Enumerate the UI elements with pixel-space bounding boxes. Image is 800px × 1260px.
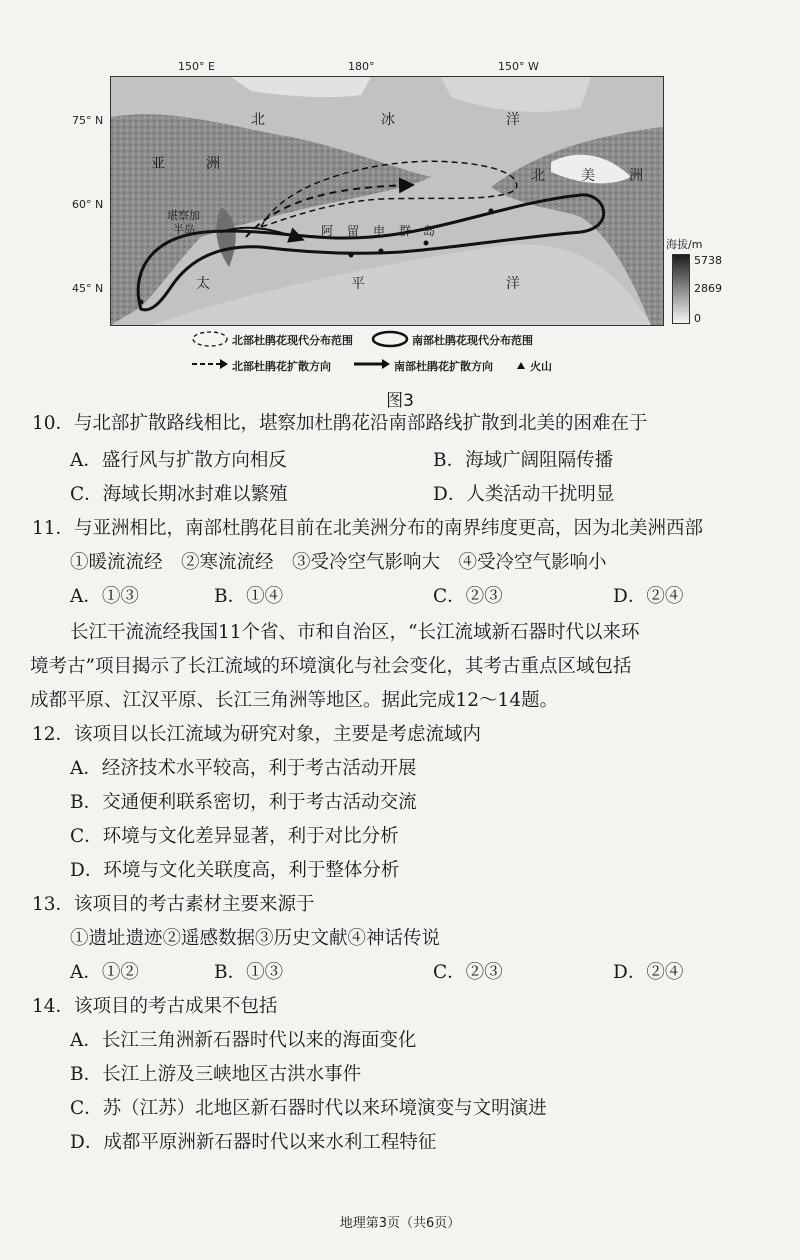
legend-solid-arrow-icon [352,358,392,370]
label-kamchatka-1: 堪察加 [167,209,200,222]
label-asia-1: 亚 [151,156,165,172]
q13-items: ①遗址遗迹②遥感数据③历史文献④神话传说 [70,928,441,949]
legend-north-range: 北部杜鹃花现代分布范围 [232,334,353,347]
legend-volcano: 火山 [530,360,552,373]
q11-option-d[interactable]: D．②④ [613,586,684,607]
lon-label-150w: 150° W [498,60,539,73]
scale-value-min: 0 [694,312,701,325]
q14-stem: 14．该项目的考古成果不包括 [32,996,278,1017]
legend-south-direction: 南部杜鹃花扩散方向 [394,360,493,373]
volcano-icon [516,360,526,370]
q11-option-b[interactable]: B．①④ [214,586,284,607]
label-na-3: 洲 [629,168,643,184]
lat-label-75n: 75° N [72,114,104,127]
label-aleutian-4: 群 [399,224,412,238]
figure-caption: 图3 [386,391,414,411]
volcano-marker [424,241,429,246]
q11-option-a[interactable]: A．①③ [70,586,139,607]
lat-label-60n: 60° N [72,198,104,211]
legend-north-direction: 北部杜鹃花扩散方向 [232,360,331,373]
q14-option-d[interactable]: D．成都平原洲新石器时代以来水利工程特征 [70,1132,437,1153]
label-aleutian-1: 阿 [321,224,334,238]
q12-option-d[interactable]: D．环境与文化关联度高，利于整体分析 [70,860,400,881]
lat-label-45n: 45° N [72,282,104,295]
q13-stem: 13．该项目的考古素材主要来源于 [32,894,315,915]
q13-option-d[interactable]: D．②④ [613,962,684,983]
label-na-2: 美 [581,168,595,184]
label-aleutian-3: 申 [373,224,386,238]
elevation-scale-bar [672,254,690,324]
label-pacific-3: 洋 [506,276,520,292]
q12-stem: 12．该项目以长江流域为研究对象，主要是考虑流域内 [32,724,482,745]
q14-option-a[interactable]: A．长江三角洲新石器时代以来的海面变化 [70,1030,417,1051]
legend-south-range: 南部杜鹃花现代分布范围 [412,334,533,347]
label-pacific-1: 太 [196,276,210,292]
q12-option-c[interactable]: C．环境与文化差异显著，利于对比分析 [70,826,399,847]
q11-items: ①暖流流经 ②寒流流经 ③受冷空气影响大 ④受冷空气影响小 [70,552,607,573]
passage-line-2: 境考古”项目揭示了长江流域的环境演化与社会变化，其考古重点区域包括 [30,656,632,677]
topographic-map [110,76,664,326]
lon-label-150e: 150° E [178,60,215,73]
page-footer: 地理第3页（共6页） [339,1216,461,1231]
q14-option-b[interactable]: B．长江上游及三峡地区古洪水事件 [70,1064,362,1085]
label-arctic-1: 北 [251,112,265,128]
label-aleutian-2: 留 [347,224,360,238]
scale-value-mid: 2869 [694,282,722,295]
legend-dashed-ellipse-icon [190,330,230,348]
q10-option-c[interactable]: C．海域长期冰封难以繁殖 [70,484,288,505]
passage-line-1: 长江干流流经我国11个省、市和自治区，“长江流域新石器时代以来环 [70,622,640,643]
label-aleutian-5: 岛 [423,224,436,238]
q12-option-b[interactable]: B．交通便利联系密切，利于考古活动交流 [70,792,417,813]
q10-option-d[interactable]: D．人类活动干扰明显 [433,484,615,505]
label-na-1: 北 [531,168,545,184]
q11-stem: 11．与亚洲相比，南部杜鹃花目前在北美洲分布的南界纬度更高，因为北美洲西部 [32,518,704,539]
legend-dashed-arrow-icon [190,358,230,370]
label-kamchatka-2: 半岛 [173,223,195,236]
q10-stem: 10．与北部扩散路线相比，堪察加杜鹃花沿南部路线扩散到北美的困难在于 [32,413,648,434]
q10-option-a[interactable]: A．盛行风与扩散方向相反 [70,450,287,471]
legend-solid-ellipse-icon [370,330,410,348]
scale-title: 海拔/m [666,238,703,251]
q10-option-b[interactable]: B．海域广阔阻隔传播 [433,450,614,471]
q12-option-a[interactable]: A．经济技术水平较高，利于考古活动开展 [70,758,417,779]
label-asia-2: 洲 [206,156,220,172]
passage-line-3: 成都平原、江汉平原、长江三角洲等地区。据此完成12～14题。 [30,690,559,711]
label-pacific-2: 平 [351,276,365,292]
label-arctic-3: 洋 [506,112,520,128]
q13-option-b[interactable]: B．①③ [214,962,284,983]
q13-option-c[interactable]: C．②③ [433,962,503,983]
lon-label-180: 180° [348,60,375,73]
label-arctic-2: 冰 [381,112,395,128]
scale-value-max: 5738 [694,254,722,267]
q13-option-a[interactable]: A．①② [70,962,139,983]
q14-option-c[interactable]: C．苏（江苏）北地区新石器时代以来环境演变与文明演进 [70,1098,547,1119]
q11-option-c[interactable]: C．②③ [433,586,503,607]
